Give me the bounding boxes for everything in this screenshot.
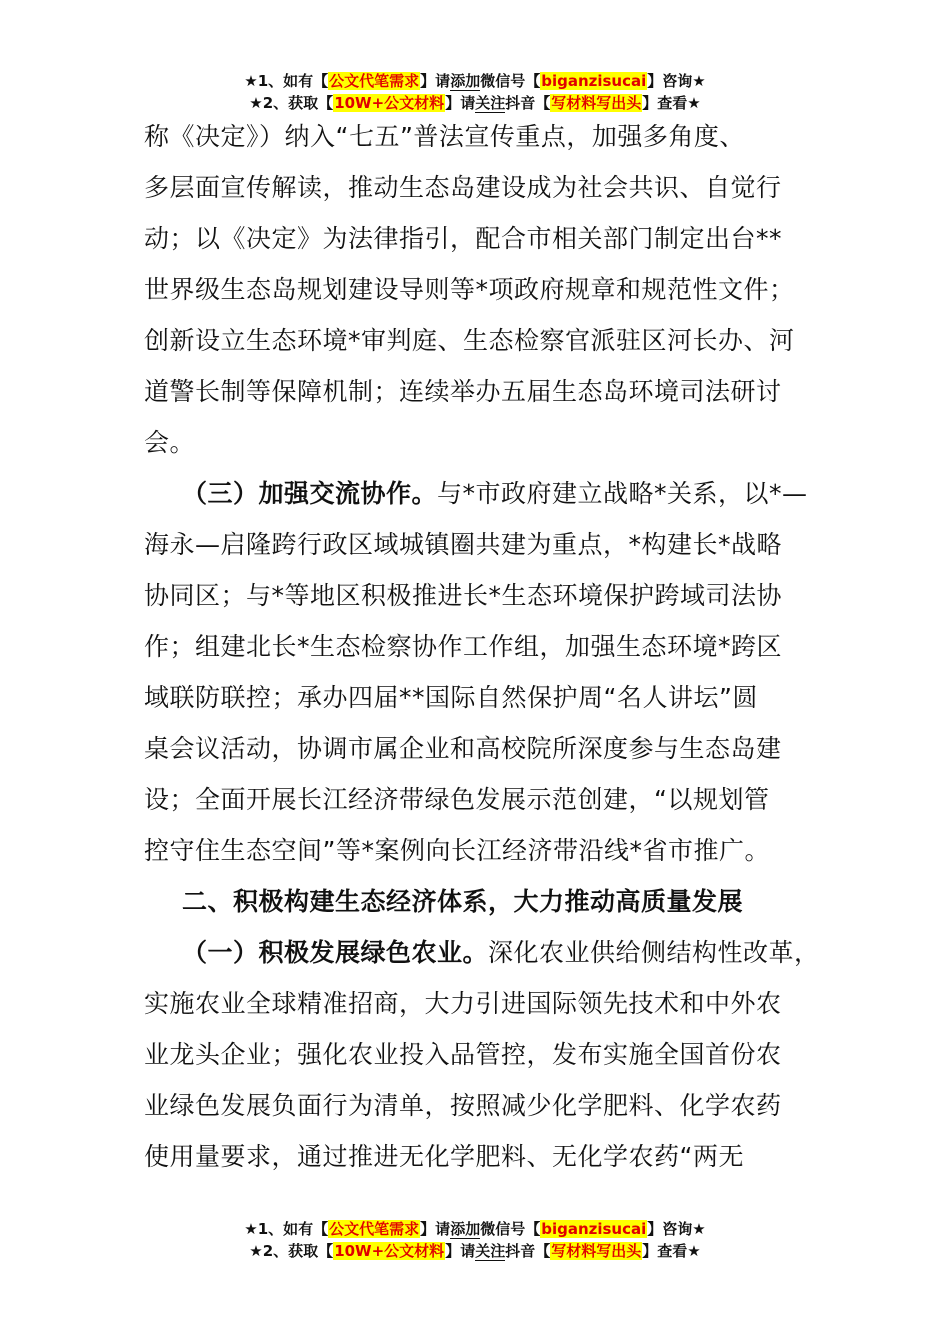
banner-line-2 [0, 1240, 950, 1262]
text-line: 设；全面开展长江经济带绿色发展示范创建，“以规划管 [144, 785, 770, 814]
text-line: 海永—启隆跨行政区域城镇圈共建为重点，*构建长*战略 [144, 530, 783, 559]
banner-highlight: biganzisucai [541, 1220, 647, 1238]
banner-text: 】查看★ [642, 94, 701, 112]
paragraph-heading: （一）积极发展绿色农业。 [182, 938, 489, 967]
banner-text: 微信号【 [480, 72, 541, 90]
text-line: 业龙头企业；强化农业投入品管控，发布实施全国首份农 [144, 1040, 782, 1069]
banner-highlight: 公文代笔需求 [329, 1220, 420, 1238]
banner-text: 微信号【 [480, 1220, 541, 1238]
banner-highlight: 写材料写出头 [551, 94, 642, 112]
banner-text: 】查看★ [642, 1242, 701, 1260]
banner-underlined-text: 添加 [450, 72, 481, 90]
banner-text: 抖音【 [505, 1242, 551, 1260]
text-line: 创新设立生态环境*审判庭、生态检察官派驻区河长办、河 [144, 326, 795, 355]
text-line: 业绿色发展负面行为清单，按照减少化学肥料、化学农药 [144, 1091, 782, 1120]
banner-line-1 [0, 70, 950, 92]
text-line: 实施农业全球精准招商，大力引进国际领先技术和中外农 [144, 989, 782, 1018]
text-line: 称《决定》）纳入“七五”普法宣传重点，加强多角度、 [144, 122, 745, 151]
text-line: 协同区；与*等地区积极推进长*生态环境保护跨域司法协 [144, 581, 783, 610]
section-heading: 二、积极构建生态经济体系，大力推动高质量发展 [182, 887, 744, 916]
paragraph-green-agriculture [144, 927, 834, 1182]
footer-banner [0, 1218, 950, 1262]
banner-text: ★1、如有【 [244, 72, 329, 90]
paragraph-legal-framework [144, 111, 834, 468]
banner-underlined-text: 添加 [450, 1220, 481, 1238]
text-line: 动；以《决定》为法律指引，配合市相关部门制定出台** [144, 224, 783, 253]
text-line: 控守住生态空间”等*案例向长江经济带沿线*省市推广。 [144, 836, 770, 865]
paragraph-heading: （三）加强交流协作。 [182, 479, 438, 508]
banner-text: 】请 [445, 1242, 476, 1260]
text-run: 深化农业供给侧结构性改革， [488, 938, 820, 967]
text-line [144, 468, 834, 519]
banner-highlight: 写材料写出头 [551, 1242, 642, 1260]
banner-line-1 [0, 1218, 950, 1240]
text-line: 世界级生态岛规划建设导则等*项政府规章和规范性文件； [144, 275, 795, 304]
banner-text: 】咨询★ [647, 1220, 706, 1238]
banner-text: ★2、获取【 [249, 94, 334, 112]
banner-text: 】咨询★ [647, 72, 706, 90]
banner-text: 】请 [420, 72, 451, 90]
banner-highlight: 10W+公文材料 [334, 1242, 445, 1260]
text-line: 作；组建北长*生态检察协作工作组，加强生态环境*跨区 [144, 632, 783, 661]
banner-text: 抖音【 [505, 94, 551, 112]
banner-highlight: 10W+公文材料 [334, 94, 445, 112]
header-banner [0, 70, 950, 114]
banner-underlined-text: 关注 [475, 94, 506, 112]
text-line: 域联防联控；承办四届**国际自然保护周“名人讲坛”圆 [144, 683, 758, 712]
text-line [144, 927, 834, 978]
paragraph-exchange-cooperation [144, 468, 834, 876]
text-line: 桌会议活动，协调市属企业和高校院所深度参与生态岛建 [144, 734, 782, 763]
text-line: 会。 [144, 428, 196, 457]
text-line: 道警长制等保障机制；连续举办五届生态岛环境司法研讨 [144, 377, 782, 406]
banner-text: 】请 [420, 1220, 451, 1238]
document-body [144, 111, 834, 1182]
text-run: 与*市政府建立战略*关系，以*— [437, 479, 808, 508]
banner-highlight: biganzisucai [541, 72, 647, 90]
banner-text: 】请 [445, 94, 476, 112]
banner-text: ★2、获取【 [249, 1242, 334, 1260]
text-line: 使用量要求，通过推进无化学肥料、无化学农药“两无 [144, 1142, 744, 1171]
text-line: 多层面宣传解读，推动生态岛建设成为社会共识、自觉行 [144, 173, 782, 202]
banner-text: ★1、如有【 [244, 1220, 329, 1238]
banner-highlight: 公文代笔需求 [329, 72, 420, 90]
banner-underlined-text: 关注 [475, 1242, 506, 1260]
